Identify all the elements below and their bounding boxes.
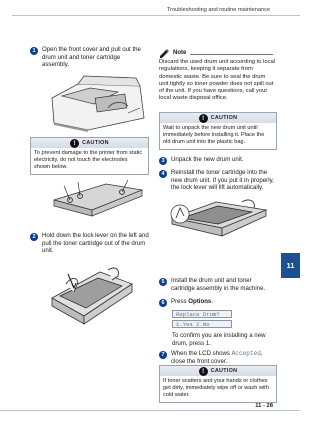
step-7-number: 7: [159, 351, 167, 359]
caution-box-unpack: [159, 112, 277, 150]
caution-title: CAUTION: [210, 115, 238, 121]
warning-icon: !: [199, 367, 208, 376]
lcd-line-1: Replace Drum?: [172, 310, 232, 318]
step-7-suffix: , close the front cover.: [171, 350, 263, 365]
options-key-label[interactable]: Options: [188, 298, 212, 305]
step-6: [159, 298, 276, 307]
step-2-text: Hold down the lock lever on the left and pull the toner cartridge out of the drum unit.: [42, 232, 149, 255]
step-1: [30, 46, 148, 69]
step-4: [159, 169, 276, 192]
step-1-number: 1: [30, 47, 38, 55]
caution-title: CAUTION: [82, 140, 109, 146]
note-title: Note: [173, 50, 187, 56]
lcd-line-2: 1.Yes 2.No: [172, 320, 232, 328]
printer-open-cover-illustration: [48, 68, 148, 133]
step-4-text: Reinstall the toner cartridge into the new drum unit. If you put it in properly, the lock lever will lift automatically.: [171, 169, 274, 192]
step-2: [30, 232, 150, 255]
step-3-text: Unpack the new drum unit.: [171, 156, 244, 163]
step-4-number: 4: [159, 170, 167, 178]
step-6-prefix: Press: [171, 298, 189, 305]
step-7-text: [171, 350, 276, 365]
toner-reinstall-illustration: [166, 194, 274, 240]
page-header-title: Troubleshooting and routine maintenance: [166, 7, 270, 13]
step-3-number: 3: [159, 157, 167, 165]
step-7-prefix: When the LCD shows: [171, 350, 232, 357]
step-5-number: 5: [159, 278, 167, 286]
step-5-text: Install the drum unit and toner cartridge assembly in the machine.: [171, 277, 266, 292]
step-3: [159, 156, 276, 165]
step-7: [159, 350, 276, 365]
note-body: Discard the used drum unit according to local regulations, keeping it separate from domestic waste. Be sure to seal the drum unit tightly so toner powder does not spill out of the unit. If you have questions, call your local waste disposal office.: [159, 59, 275, 102]
caution-box-static-header: [31, 138, 148, 148]
toner-removal-illustration: [48, 262, 136, 330]
caution-box-static: [30, 137, 149, 175]
note-rule: [190, 54, 273, 55]
caution-box-unpack-header: [160, 113, 276, 123]
caution-box-toner-body: If toner scatters and your hands or clothes get dirty, immediately wipe off or wash with cold water.: [163, 378, 269, 399]
step-6-number: 6: [159, 299, 167, 307]
header-divider: [12, 15, 300, 16]
step-2-number: 2: [30, 233, 38, 241]
step-6-text: [171, 298, 213, 307]
lcd-accepted-text: Accepted: [231, 350, 261, 357]
caution-title: CAUTION: [210, 368, 238, 374]
warning-icon: !: [70, 139, 79, 148]
caution-box-toner: [159, 365, 277, 403]
step-6-confirm-text: To confirm you are installing a new drum, press 1.: [172, 332, 266, 347]
caution-box-static-body: To prevent damage to the printer from static electricity, do not touch the electrodes shown below.: [34, 150, 143, 171]
step-5: [159, 277, 276, 292]
chapter-tab[interactable]: 11: [281, 253, 300, 278]
note-header: [159, 48, 186, 58]
step-6-suffix: .: [211, 298, 214, 305]
footer-divider: [0, 410, 300, 411]
note-pencil-icon: [159, 48, 170, 58]
drum-electrodes-illustration: [48, 178, 146, 220]
step-1-text: Open the front cover and pull out the drum unit and toner cartridge assembly.: [42, 46, 141, 69]
warning-icon: !: [199, 114, 208, 123]
caution-box-unpack-body: Wait to unpack the new drum unit until immediately before installing it. Place the old drum unit into the plastic bag.: [163, 125, 265, 146]
page-number: 11 - 28: [255, 403, 273, 409]
caution-box-toner-header: [160, 366, 276, 376]
